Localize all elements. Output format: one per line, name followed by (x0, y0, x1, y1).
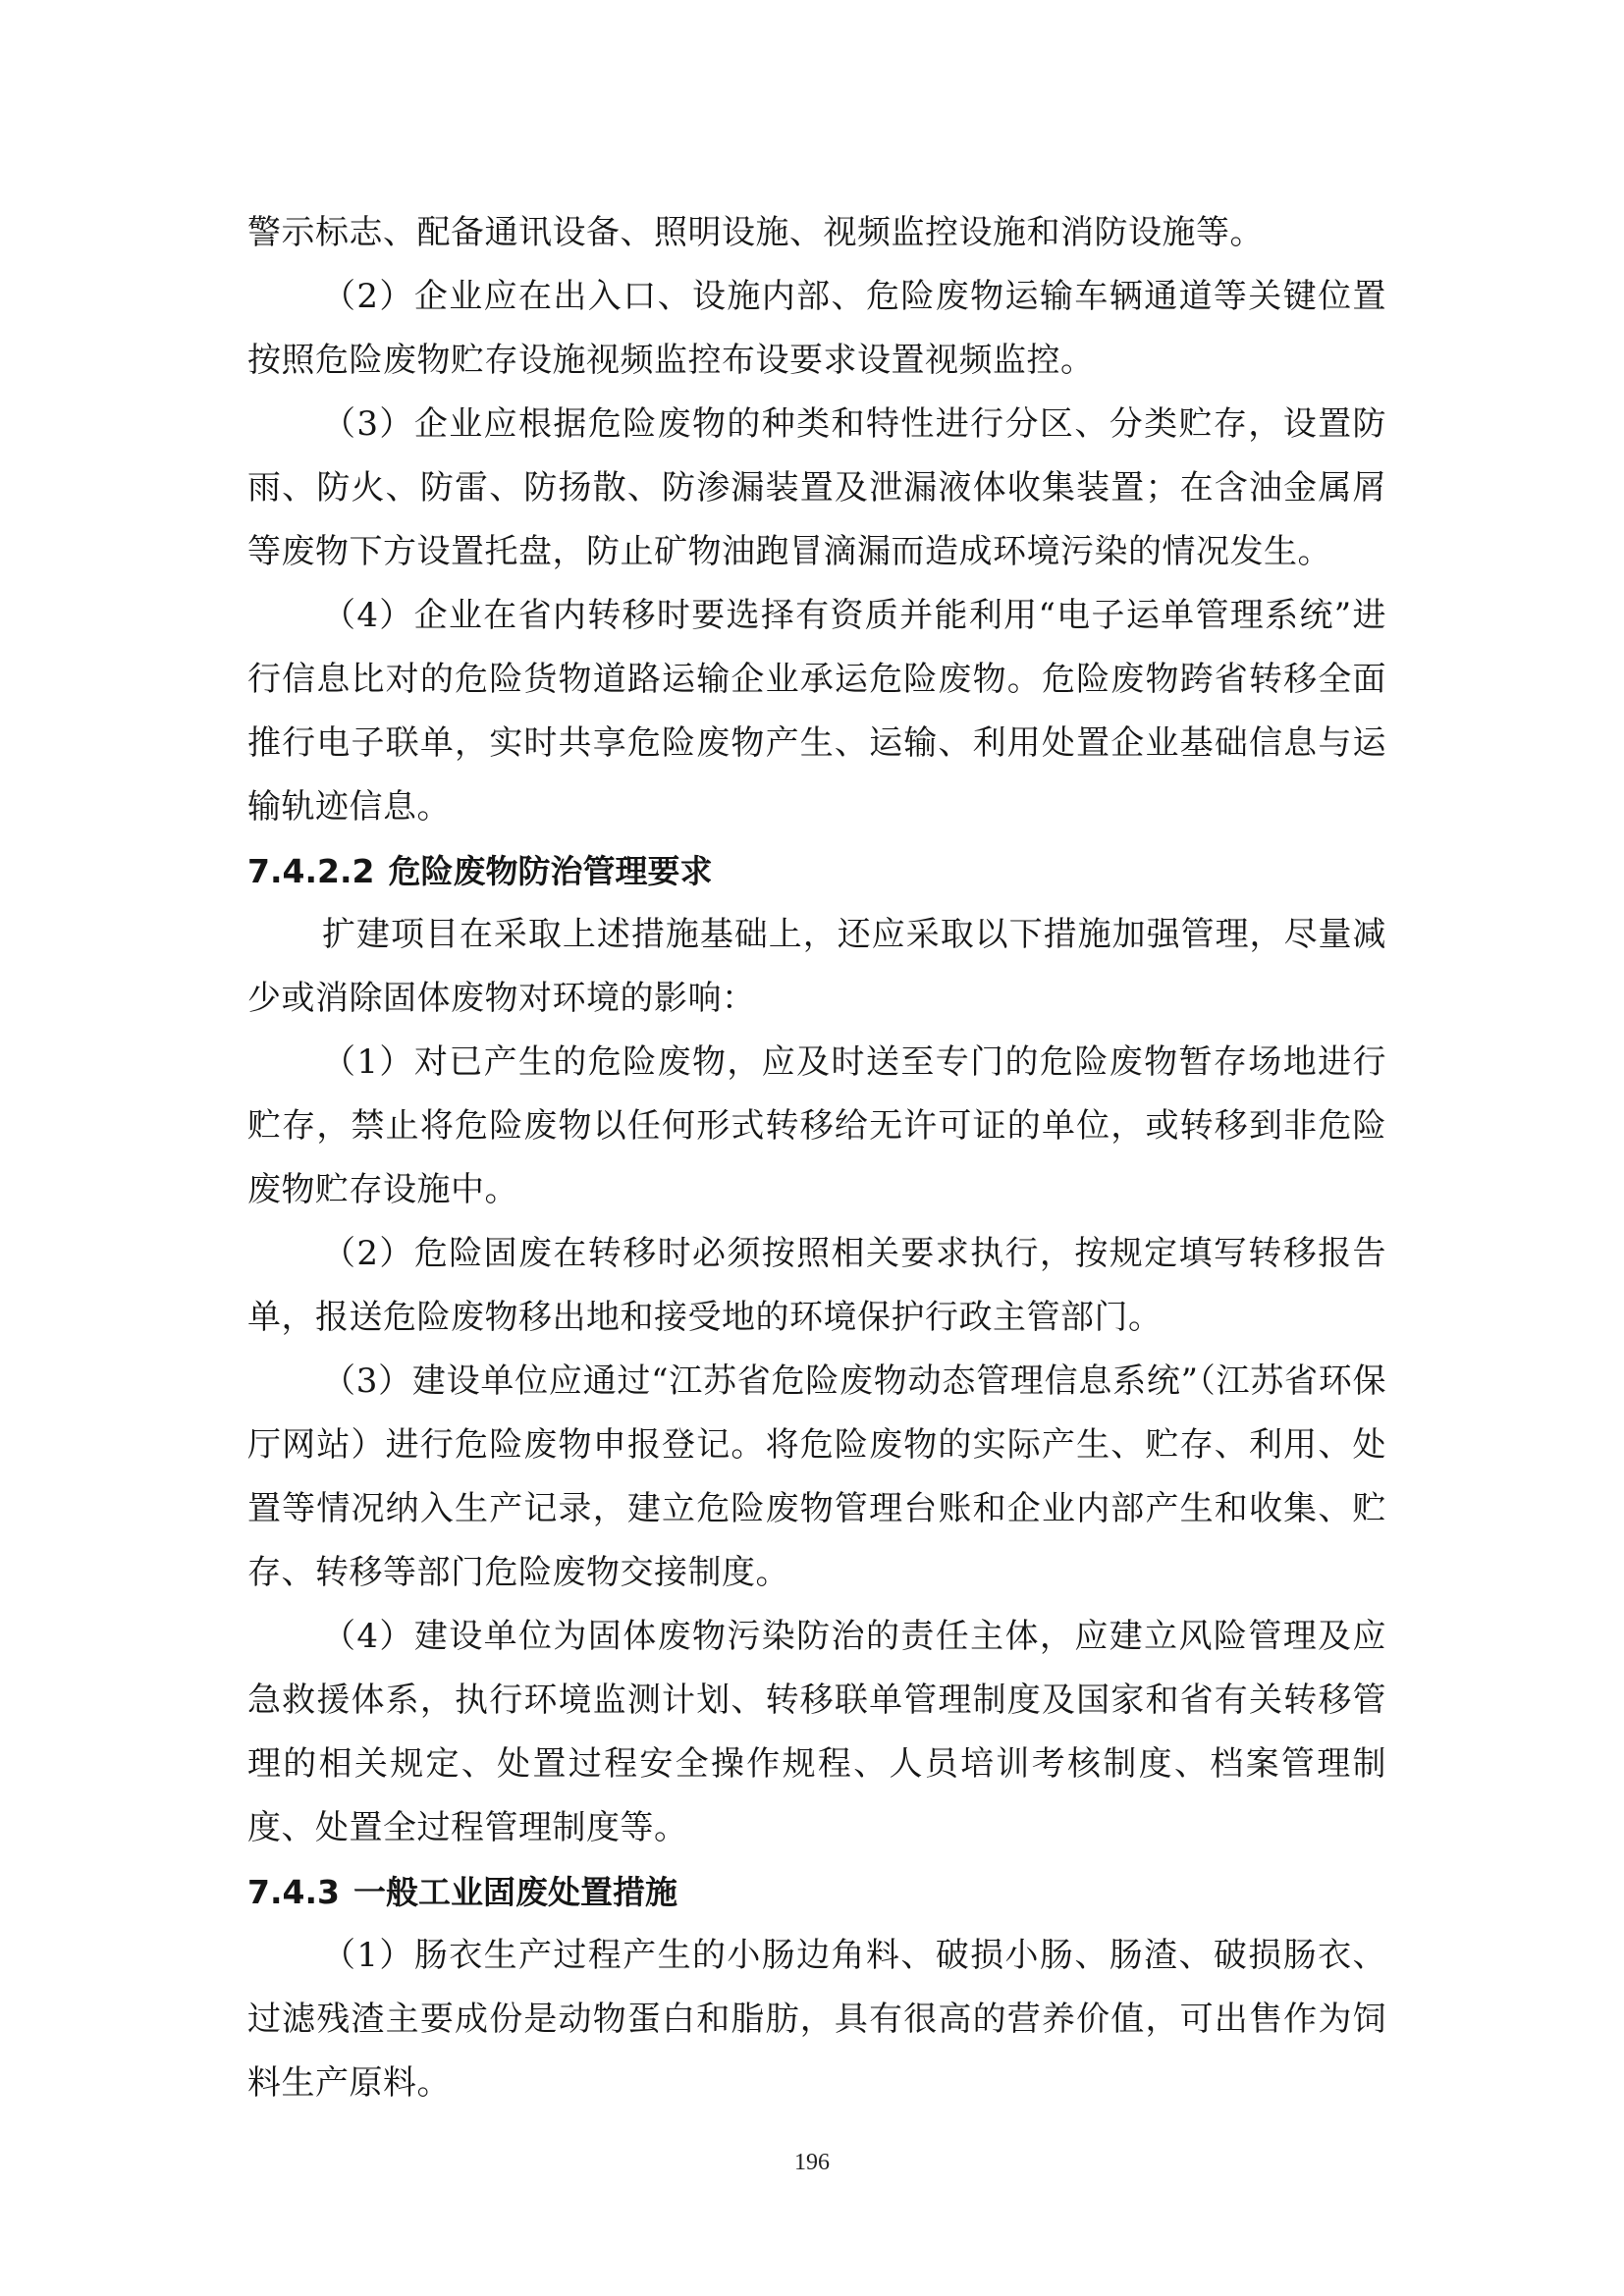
section-number: 7.4.3 (247, 1873, 340, 1911)
paragraph-item-2: （2）危险固废在转移时必须按照相关要求执行，按规定填写转移报告单，报送危险废物移出地和接受地的环境保护行政主管部门。 (247, 1234, 1386, 1337)
paragraph-intro: 扩建项目在采取上述措施基础上，还应采取以下措施加强管理，尽量减少或消除固体废物对环境的影响： (247, 915, 1386, 1018)
section-title: 危险废物防治管理要求 (388, 852, 713, 890)
section-heading-7422 (247, 839, 1386, 903)
paragraph-item-1: （1）对已产生的危险废物，应及时送至专门的危险废物暂存场地进行贮存，禁止将危险废物以任何形式转移给无许可证的单位，或转移到非危险废物贮存设施中。 (247, 1042, 1386, 1209)
paragraph-item-4: （4）建设单位为固体废物污染防治的责任主体，应建立风险管理及应急救援体系，执行环境监测计划、转移联单管理制度及国家和省有关转移管理的相关规定、处置过程安全操作规程、人员培训考核制度、档案管理制度、处置全过程管理制度等。 (247, 1617, 1386, 1847)
paragraph-item-4-transfer: （4）企业在省内转移时要选择有资质并能利用“电子运单管理系统”进行信息比对的危险货物道路运输企业承运危险废物。危险废物跨省转移全面推行电子联单，实时共享危险废物产生、运输、利用处置企业基础信息与运输轨迹信息。 (247, 596, 1386, 827)
paragraph-item-2-video: （2）企业应在出入口、设施内部、危险废物运输车辆通道等关键位置按照危险废物贮存设施视频监控布设要求设置视频监控。 (247, 277, 1386, 380)
paragraph-item-3: （3）建设单位应通过“江苏省危险废物动态管理信息系统”（江苏省环保厅网站）进行危险废物申报登记。将危险废物的实际产生、贮存、利用、处置等情况纳入生产记录，建立危险废物管理台账和企业内部产生和收集、贮存、转移等部门危险废物交接制度。 (247, 1362, 1386, 1592)
section-number: 7.4.2.2 (247, 852, 375, 890)
page-content (247, 201, 1386, 2115)
paragraph-item-3-storage: （3）企业应根据危险废物的种类和特性进行分区、分类贮存，设置防雨、防火、防雷、防扬散、防渗漏装置及泄漏液体收集装置；在含油金属屑等废物下方设置托盘，防止矿物油跑冒滴漏而造成环境污染的情况发生。 (247, 404, 1386, 571)
paragraph-continuation: 警示标志、配备通讯设备、照明设施、视频监控设施和消防设施等。 (247, 213, 1264, 252)
page-number: 196 (794, 2150, 830, 2175)
section-title: 一般工业固废处置措施 (352, 1873, 677, 1911)
paragraph-item-1-casing: （1）肠衣生产过程产生的小肠边角料、破损小肠、肠渣、破损肠衣、过滤残渣主要成份是动物蛋白和脂肪，具有很高的营养价值，可出售作为饲料生产原料。 (247, 1936, 1386, 2103)
section-heading-743 (247, 1860, 1386, 1924)
